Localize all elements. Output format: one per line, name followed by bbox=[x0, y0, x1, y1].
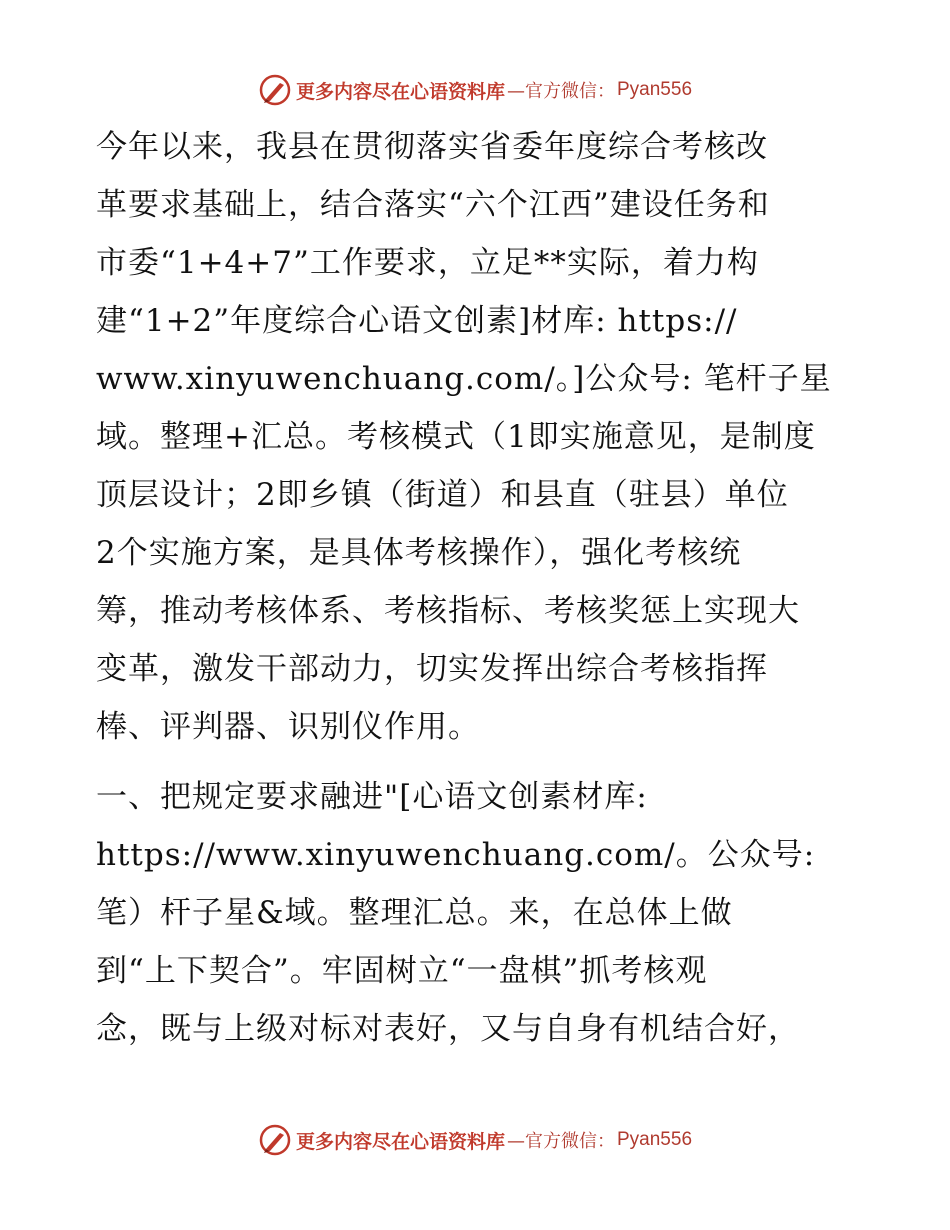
text-line: 2个实施方案，是具体考核操作），强化考核统 bbox=[96, 535, 742, 571]
text-line: 一、把规定要求融进"[心语文创素材库: bbox=[96, 779, 648, 815]
document-body bbox=[96, 118, 876, 1058]
text-line: 域。整理+汇总。考核模式（1即实施意见，是制度 bbox=[96, 419, 816, 455]
paragraph-section-one bbox=[96, 768, 876, 1058]
text-line: 顶层设计；2即乡镇（街道）和县直（驻县）单位 bbox=[96, 477, 789, 513]
text-line: 棒、评判器、识别仪作用。 bbox=[96, 709, 480, 745]
text-line: 变革，激发干部动力，切实发挥出综合考核指挥 bbox=[96, 651, 768, 687]
banner-wechat-handle: Pyan556 bbox=[617, 79, 693, 100]
text-line: 筹，推动考核体系、考核指标、考核奖惩上实现大 bbox=[96, 593, 800, 629]
text-line: 到“上下契合”。牢固树立“一盘棋”抓考核观 bbox=[96, 953, 708, 989]
footer-watermark-banner bbox=[0, 1120, 950, 1160]
header-watermark-banner bbox=[0, 70, 950, 110]
text-line: 今年以来，我县在贯彻落实省委年度综合考核改 bbox=[96, 129, 768, 165]
paragraph-spacer bbox=[96, 756, 876, 768]
banner-sub-text: —官方微信： bbox=[507, 1131, 615, 1152]
pen-logo-icon bbox=[258, 1123, 292, 1157]
text-line: 笔）杆子星&域。整理汇总。来，在总体上做 bbox=[96, 895, 733, 931]
text-line: 市委“1+4+7”工作要求，立足**实际，着力构 bbox=[96, 245, 759, 281]
text-line: 革要求基础上，结合落实“六个江西”建设任务和 bbox=[96, 187, 770, 223]
pen-logo-icon bbox=[258, 73, 292, 107]
text-line: 念，既与上级对标对表好，又与自身有机结合好， bbox=[96, 1011, 800, 1047]
banner-sub-text: —官方微信： bbox=[507, 81, 615, 102]
paragraph-intro bbox=[96, 118, 876, 756]
banner-main-text: 更多内容尽在心语资料库 bbox=[295, 80, 505, 103]
banner-main-text: 更多内容尽在心语资料库 bbox=[295, 1130, 505, 1153]
text-line: 建“1+2”年度综合心语文创素]材库: https:// bbox=[96, 303, 738, 339]
text-line: https://www.xinyuwenchuang.com/。公众号: bbox=[96, 837, 816, 873]
banner-wechat-handle: Pyan556 bbox=[617, 1129, 693, 1150]
text-line: www.xinyuwenchuang.com/。]公众号: 笔杆子星 bbox=[96, 361, 832, 397]
